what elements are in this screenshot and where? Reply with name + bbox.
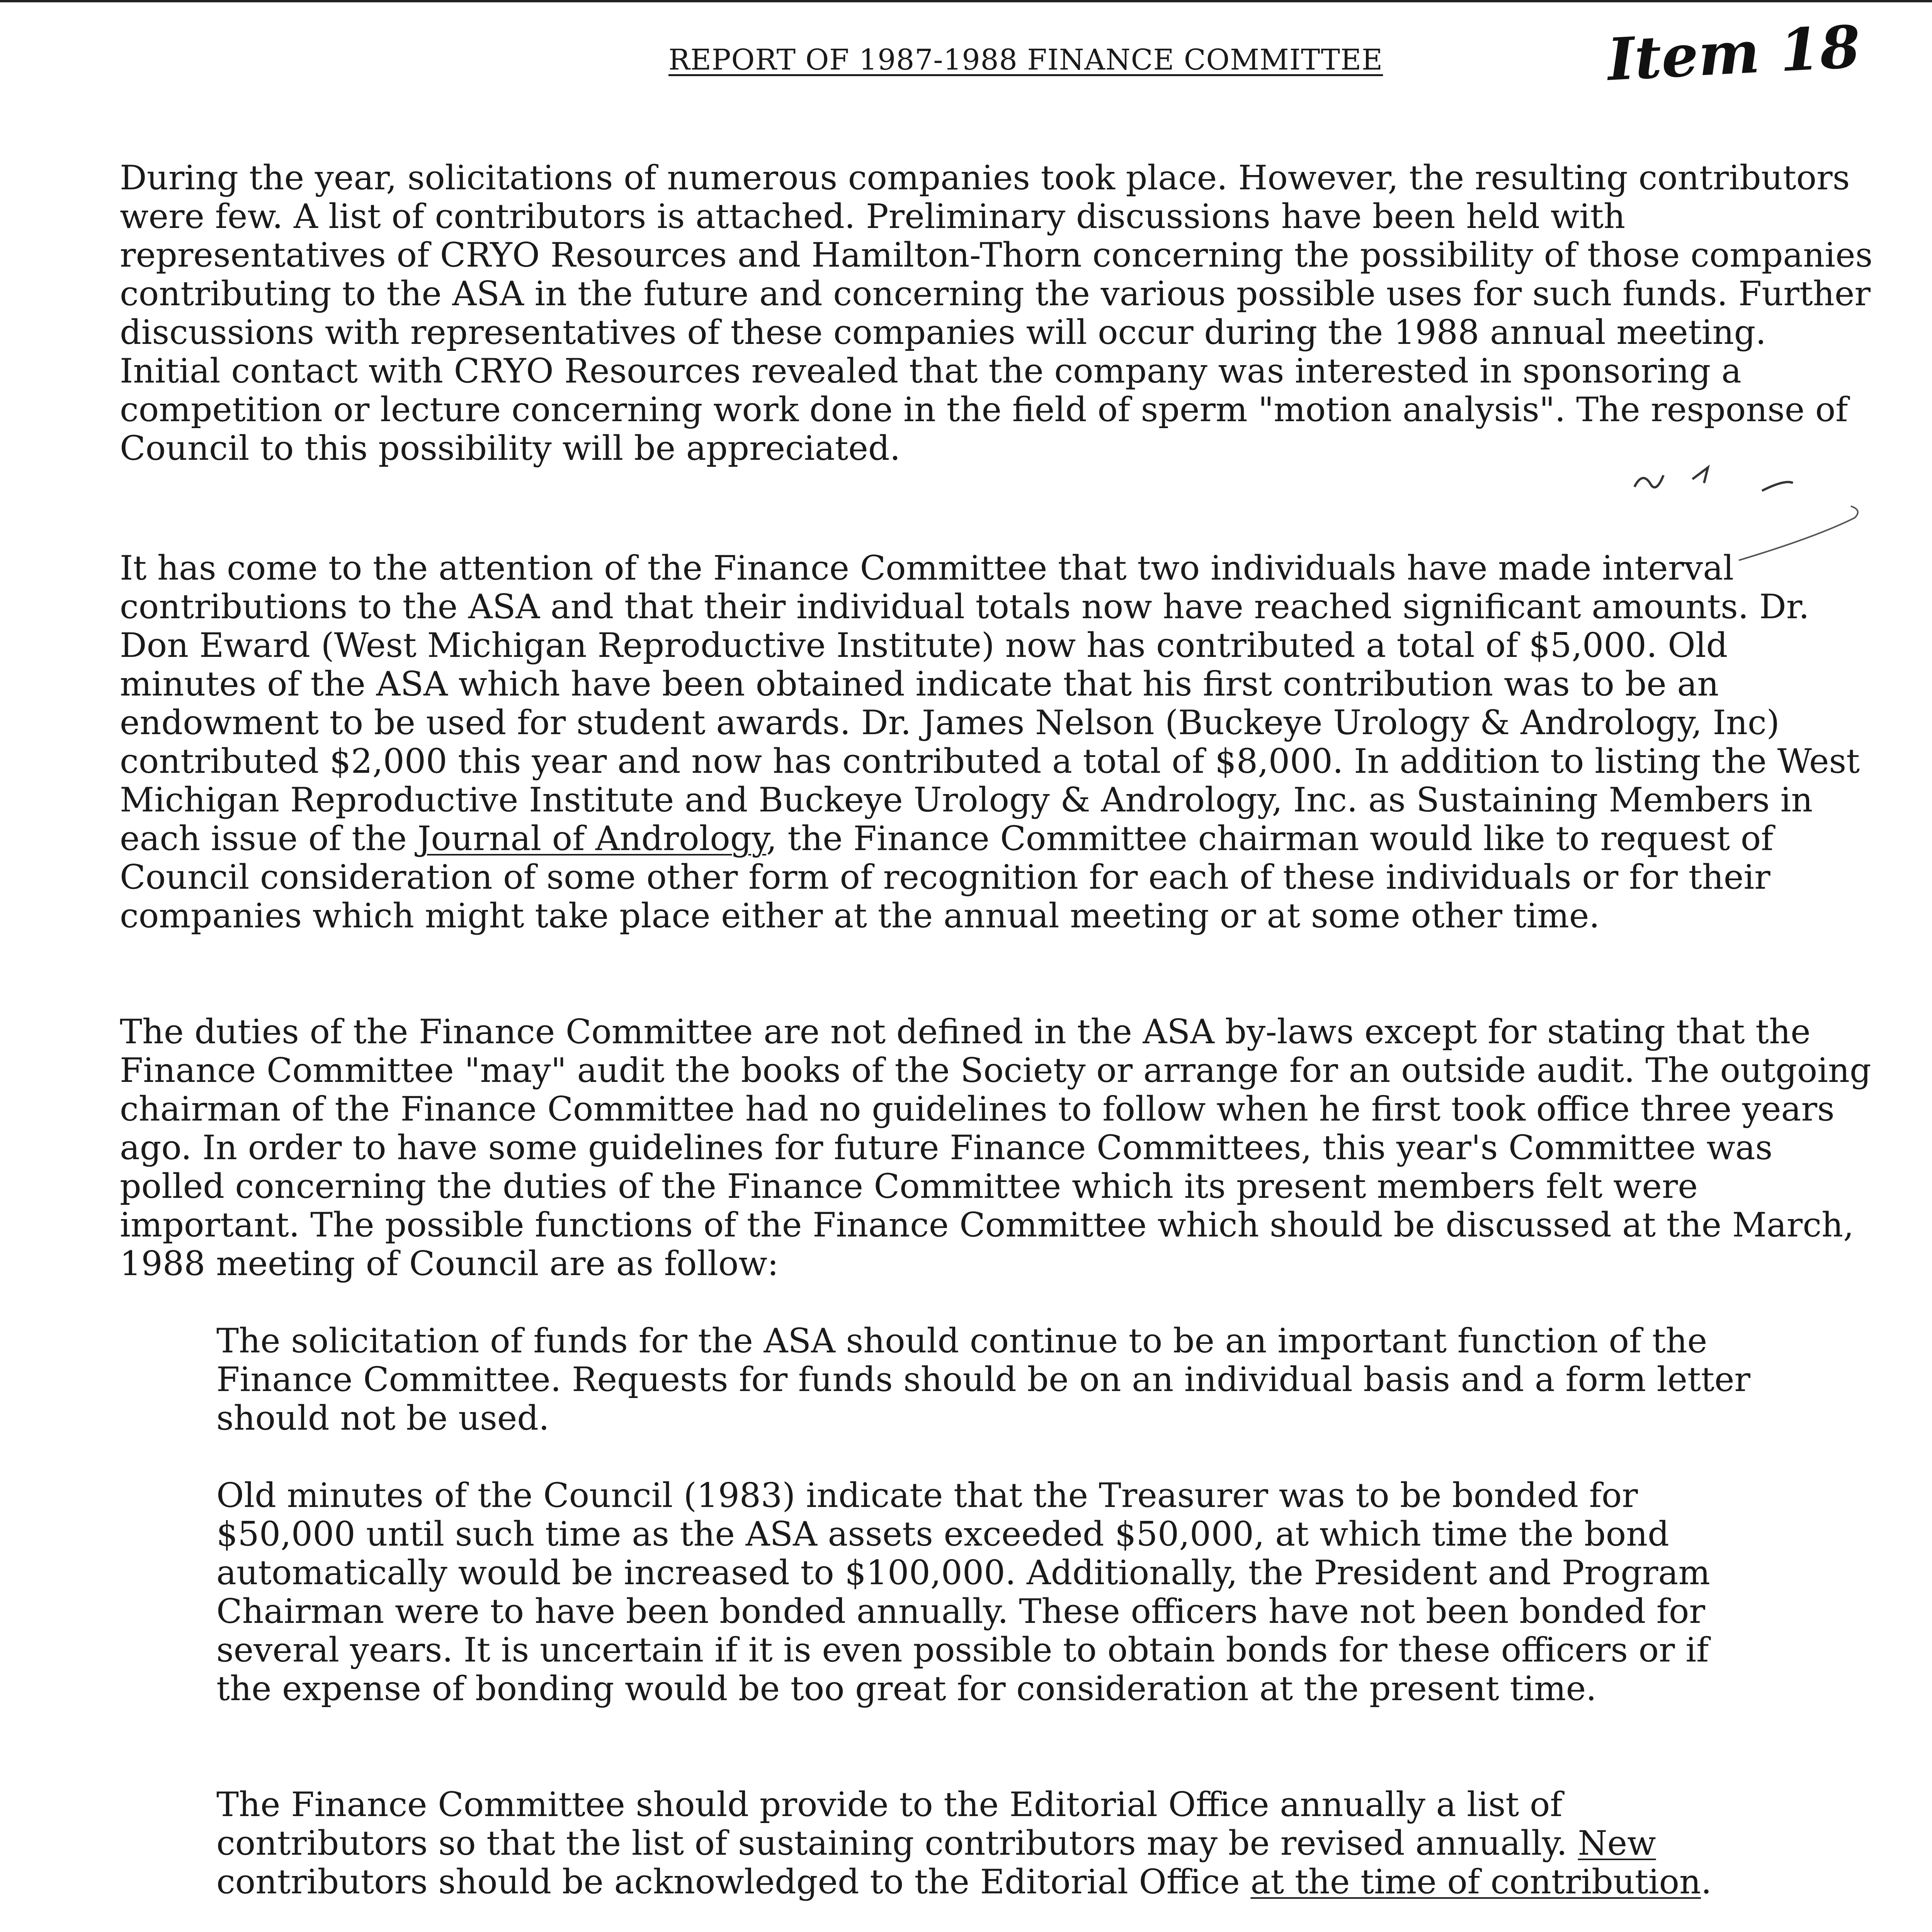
underlined-new: New bbox=[1578, 1823, 1656, 1863]
function-text: contributors should be acknowledged to the Editorial Office bbox=[216, 1862, 1251, 1901]
function-text: The Finance Committee should provide to the Editorial Office annually a list of contributors so that the list of sustaining contributors may be revised annually. bbox=[216, 1785, 1578, 1863]
function-text: The solicitation of funds for the ASA should continue to be an important function of the Finance Committee. Requests for funds should be on an individual basis and a form letter should not be used. bbox=[216, 1321, 1751, 1438]
function-text: Old minutes of the Council (1983) indicate that the Treasurer was to be bonded for $50,000 until such time as the ASA assets exceeded $50,000, at which time the bond automatically would be increased to $100,000. Additionally, the President and Program Chairman were to have been bonded annually. These officers have not been bonded for several years. It is uncertain if it is even possible to obtain bonds for these officers or if the expense of bonding would be too great for consideration at the present time. bbox=[216, 1476, 1710, 1708]
pencil-mark bbox=[1692, 468, 1708, 483]
pencil-mark bbox=[1762, 482, 1793, 491]
handwritten-item-label: Item 18 bbox=[1605, 12, 1862, 94]
paragraph-text: During the year, solicitations of numerous companies took place. However, the resulting contributors were few. A list of contributors is attached. Preliminary discussions have been held with representatives of CRYO Resources and Hamilton-Thorn concerning the possibility of those companies contributing to the ASA in the future and concerning the various possible uses for such funds. Further discussions with representatives of these companies will occur during the 1988 annual meeting. Initial contact with CRYO Resources revealed that the company was interested in sponsoring a competition or lecture concerning work done in the field of sperm "motion analysis". The response of Council to this possibility will be appreciated. bbox=[120, 158, 1873, 468]
paragraph-text: It has come to the attention of the Finance Committee that two individuals have made interval contributions to the ASA and that their individual totals now have reached significant amounts. Dr. Don Eward (West Michigan Reproductive Institute) now has contributed a total of $5,000. Old minutes of the ASA which have been obtained indicate that his first contribution was to be an endowment to be used for student awards. Dr. James Nelson (Buckeye Urology & Andrology, Inc) contributed $2,000 this year and now has contributed a total of $8,000. In addition to listing the West Michigan Reproductive Institute and Buckeye Urology & Andrology, Inc. as Sustaining Members in each issue of the bbox=[120, 548, 1860, 858]
function-text: . bbox=[1701, 1862, 1712, 1901]
paragraph-text: , the Finance Committee chairman would like to request of Council consideration of some other form of recognition for each of these individuals or for their companies which might take place either at the annual meeting or at some other time. bbox=[120, 819, 1774, 935]
underlined-time-of-contribution: at the time of contribution bbox=[1250, 1862, 1701, 1901]
pencil-mark bbox=[1634, 475, 1663, 487]
pencil-mark bbox=[1739, 506, 1858, 560]
page-title: REPORT OF 1987-1988 FINANCE COMMITTEE bbox=[668, 43, 1383, 77]
paragraph-text: The duties of the Finance Committee are not defined in the ASA by-laws except for stating that the Finance Committee "may" audit the books of the Society or arrange for an outside audit. The outgoing chairman of the Finance Committee had no guidelines to follow when he first took office three years ago. In order to have some guidelines for future Finance Committees, this year's Committee was polled concerning the duties of the Finance Committee which its present members felt were important. The possible functions of the Finance Committee which should be discussed at the March, 1988 meeting of Council are as follow: bbox=[120, 1012, 1871, 1283]
journal-title: Journal of Andrology bbox=[417, 819, 766, 858]
